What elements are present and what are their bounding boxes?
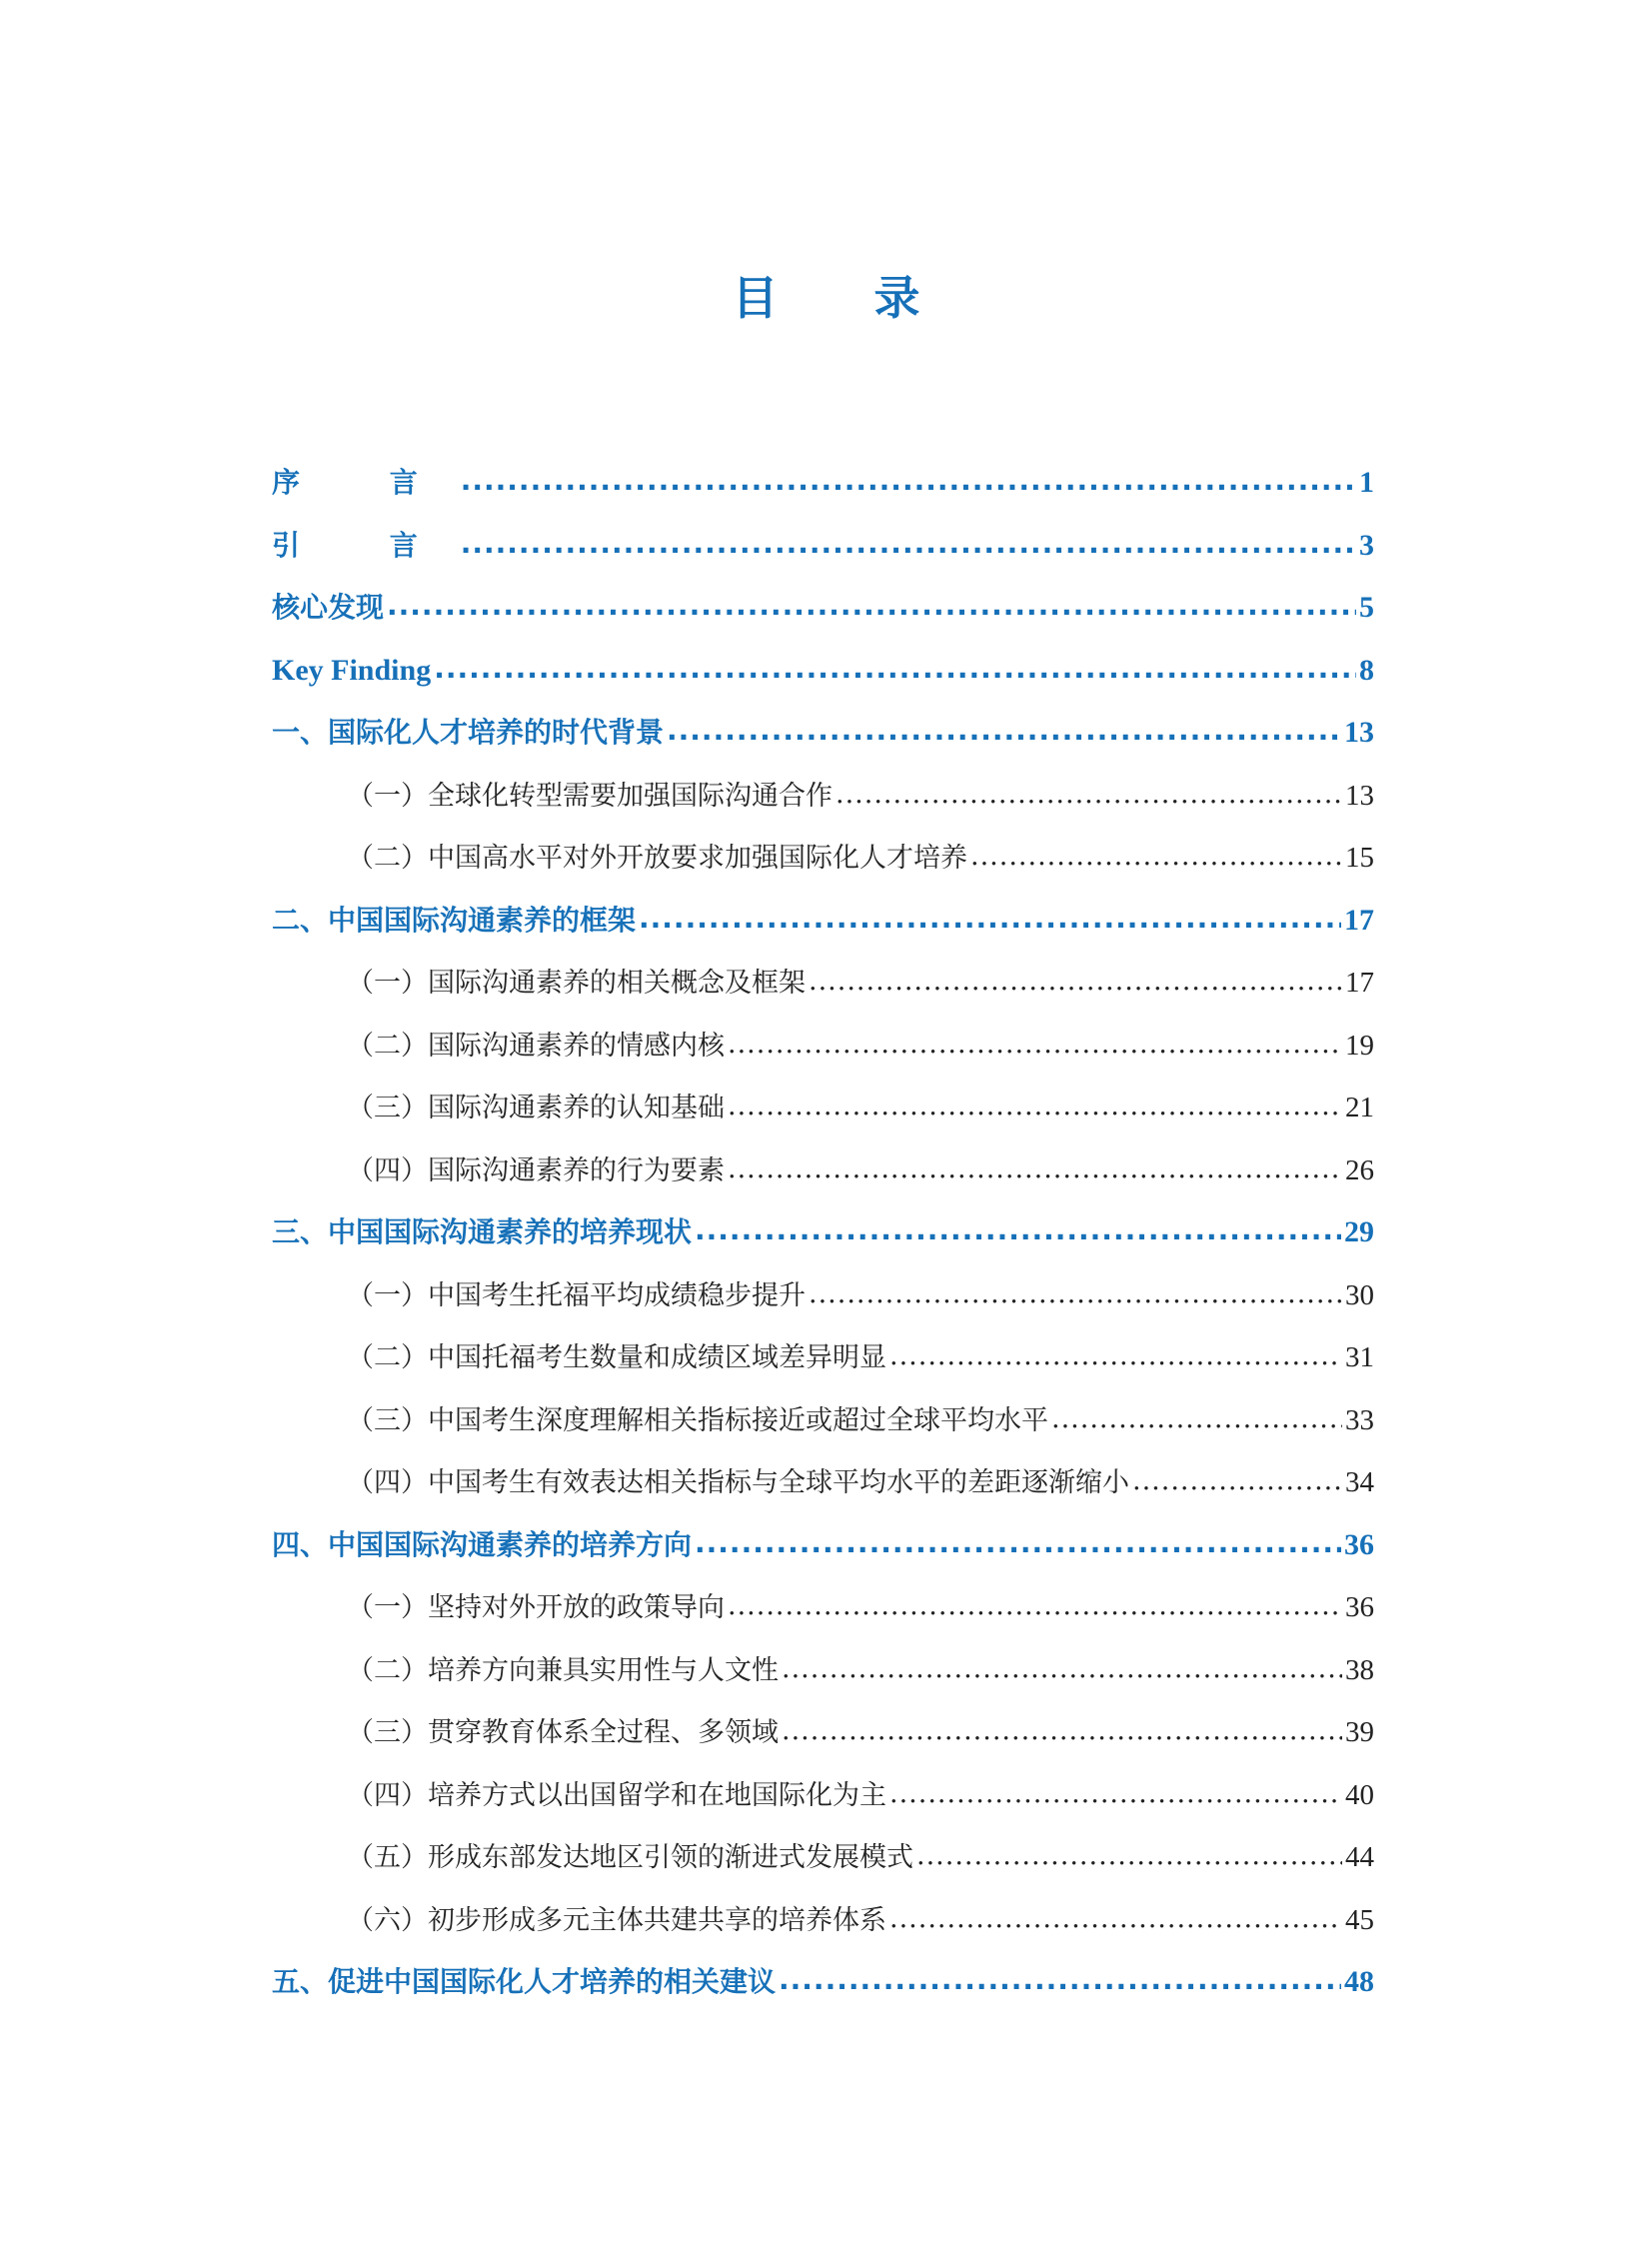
- toc-entry[interactable]: [272, 1514, 1374, 1577]
- toc-entry-label: 一、国际化人才培养的时代背景: [272, 716, 665, 749]
- toc-entry-label: （三）国际沟通素养的认知基础: [347, 1093, 725, 1123]
- toc-entry-label: 五、促进中国国际化人才培养的相关建议: [272, 1965, 777, 1998]
- toc-page-number: 13: [1345, 779, 1374, 812]
- toc-entry[interactable]: [272, 1264, 1374, 1327]
- toc-entry[interactable]: [272, 577, 1374, 640]
- toc-page-number: 44: [1345, 1841, 1374, 1873]
- toc-page-number: 33: [1345, 1403, 1374, 1436]
- toc-entry-label: （二）中国高水平对外开放要求加强国际化人才培养: [347, 843, 967, 874]
- toc-dot-leader: [728, 1139, 1342, 1201]
- toc-page-number: 3: [1359, 528, 1374, 562]
- toc-dot-leader: [728, 1015, 1342, 1077]
- toc-entry[interactable]: [272, 827, 1374, 890]
- toc-entry[interactable]: [272, 1201, 1374, 1264]
- toc-dot-leader: [782, 1639, 1342, 1701]
- toc-page-number: 36: [1345, 1591, 1374, 1623]
- toc-entry-label: （四）国际沟通素养的行为要素: [347, 1154, 725, 1186]
- toc-dot-leader: [387, 577, 1356, 638]
- toc-entry[interactable]: [272, 765, 1374, 828]
- toc-page-number: 36: [1344, 1527, 1374, 1561]
- toc-dot-leader: [889, 1889, 1342, 1951]
- toc-entry-label: 序 言: [272, 466, 458, 499]
- toc-entry-label: （三）贯穿教育体系全过程、多领域: [347, 1717, 779, 1748]
- toc-entry[interactable]: [272, 1451, 1374, 1514]
- toc-entry[interactable]: [272, 1951, 1374, 2014]
- toc-dot-leader: [728, 1077, 1342, 1138]
- toc-page-number: 45: [1345, 1903, 1374, 1936]
- toc-dot-leader: [779, 1951, 1341, 2012]
- toc-page-number: 15: [1345, 842, 1374, 874]
- toc-entry-label: （一）全球化转型需要加强国际沟通合作: [347, 780, 832, 812]
- toc-dot-leader: [970, 827, 1342, 889]
- toc-page-number: 40: [1345, 1778, 1374, 1811]
- toc-dot-leader: [695, 1514, 1341, 1575]
- toc-entry-label: （三）中国考生深度理解相关指标接近或超过全球平均水平: [347, 1404, 1048, 1436]
- toc-dot-leader: [434, 640, 1356, 701]
- toc-entry-label: Key Finding: [272, 653, 432, 687]
- toc-dot-leader: [835, 765, 1342, 827]
- toc-entry[interactable]: [272, 1576, 1374, 1639]
- toc-dot-leader: [916, 1826, 1342, 1888]
- toc-entry-label: （一）坚持对外开放的政策导向: [347, 1592, 725, 1623]
- toc-dot-leader: [782, 1701, 1342, 1763]
- toc-entry[interactable]: [272, 515, 1374, 578]
- toc-page-number: 17: [1344, 903, 1374, 937]
- toc-entry[interactable]: [272, 952, 1374, 1015]
- toc-dot-leader: [809, 952, 1342, 1014]
- toc-dot-leader: [1051, 1389, 1342, 1451]
- toc-page-number: 21: [1345, 1092, 1374, 1123]
- toc-page-number: 30: [1345, 1278, 1374, 1311]
- toc-dot-leader: [639, 890, 1341, 951]
- toc-entry-label: （二）中国托福考生数量和成绩区域差异明显: [347, 1342, 886, 1373]
- toc-page-number: 34: [1345, 1466, 1374, 1498]
- toc-page-number: 19: [1345, 1029, 1374, 1062]
- toc-page-number: 1: [1359, 466, 1374, 499]
- toc-entry[interactable]: [272, 1326, 1374, 1389]
- toc-page-number: 17: [1345, 967, 1374, 999]
- toc-entry[interactable]: [272, 1077, 1374, 1139]
- toc-entry-label: 二、中国国际沟通素养的框架: [272, 903, 637, 937]
- toc-dot-leader: [889, 1764, 1342, 1826]
- toc-entry[interactable]: [272, 1826, 1374, 1889]
- toc-page-number: 29: [1344, 1215, 1374, 1248]
- toc-entry-label: （二）国际沟通素养的情感内核: [347, 1030, 725, 1062]
- toc-entry-label: 引 言: [272, 528, 458, 562]
- toc-entry[interactable]: [272, 452, 1374, 515]
- toc-dot-leader: [695, 1201, 1341, 1262]
- toc-page-number: 8: [1359, 653, 1374, 687]
- toc-entry[interactable]: [272, 1701, 1374, 1764]
- toc-page-number: 38: [1345, 1653, 1374, 1686]
- toc-page-number: 5: [1359, 591, 1374, 624]
- table-of-contents: [272, 452, 1374, 2014]
- toc-dot-leader: [728, 1576, 1342, 1638]
- toc-entry[interactable]: [272, 1639, 1374, 1702]
- toc-page-number: 26: [1345, 1153, 1374, 1186]
- toc-entry[interactable]: [272, 1764, 1374, 1827]
- toc-dot-leader: [667, 702, 1341, 763]
- toc-page-number: 13: [1344, 716, 1374, 749]
- toc-entry[interactable]: [272, 640, 1374, 703]
- toc-entry-label: （二）培养方向兼具实用性与人文性: [347, 1654, 779, 1686]
- toc-entry-label: （四）培养方式以出国留学和在地国际化为主: [347, 1779, 886, 1811]
- toc-entry-label: （五）形成东部发达地区引领的渐进式发展模式: [347, 1842, 913, 1873]
- toc-entry-label: （一）中国考生托福平均成绩稳步提升: [347, 1279, 806, 1311]
- toc-entry[interactable]: [272, 890, 1374, 953]
- toc-dot-leader: [809, 1264, 1342, 1326]
- toc-entry-label: （四）中国考生有效表达相关指标与全球平均水平的差距逐渐缩小: [347, 1467, 1129, 1498]
- toc-dot-leader: [461, 452, 1356, 513]
- toc-title: 目 录: [732, 271, 960, 325]
- toc-entry-label: （一）国际沟通素养的相关概念及框架: [347, 968, 806, 999]
- toc-entry[interactable]: [272, 1889, 1374, 1952]
- toc-entry-label: 三、中国国际沟通素养的培养现状: [272, 1215, 693, 1248]
- toc-page-number: 31: [1345, 1341, 1374, 1373]
- toc-entry[interactable]: [272, 1139, 1374, 1202]
- toc-entry-label: （六）初步形成多元主体共建共享的培养体系: [347, 1904, 886, 1936]
- toc-page-number: 39: [1345, 1716, 1374, 1748]
- toc-entry[interactable]: [272, 1389, 1374, 1452]
- toc-entry[interactable]: [272, 1015, 1374, 1078]
- toc-entry-label: 核心发现: [272, 591, 385, 624]
- toc-entry[interactable]: [272, 702, 1374, 765]
- toc-page-number: 48: [1344, 1965, 1374, 1998]
- toc-entry-label: 四、中国国际沟通素养的培养方向: [272, 1527, 693, 1561]
- toc-dot-leader: [461, 515, 1356, 576]
- toc-dot-leader: [1132, 1451, 1342, 1513]
- toc-dot-leader: [889, 1326, 1342, 1388]
